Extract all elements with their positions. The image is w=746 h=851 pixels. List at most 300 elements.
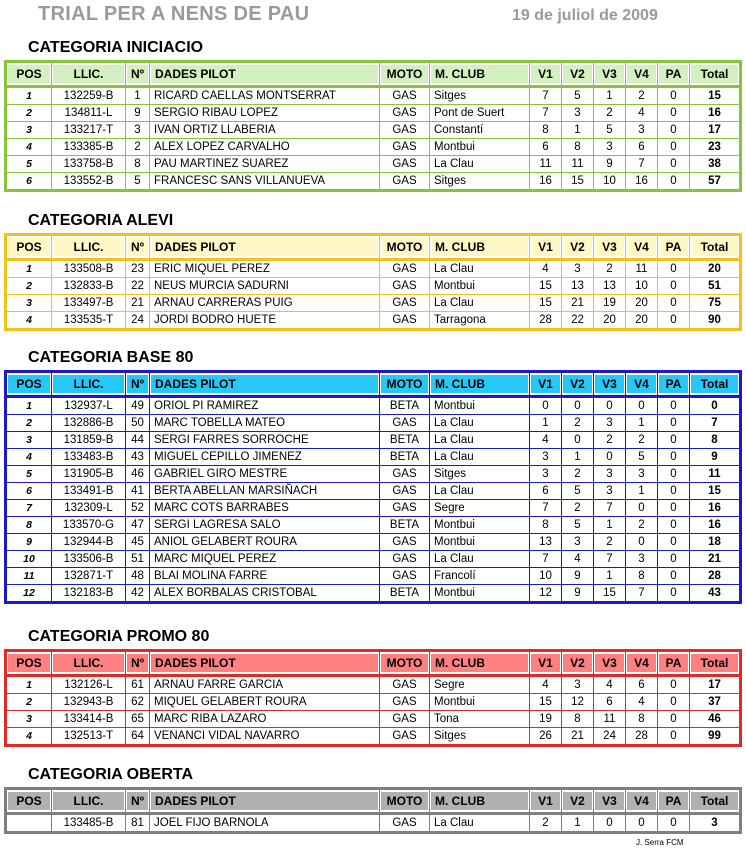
cell-total: 17 xyxy=(690,677,742,694)
cell-pos: 3 xyxy=(4,432,52,449)
cell-moto: GAS xyxy=(380,466,430,483)
cell-club: Montbui xyxy=(430,694,530,711)
cell-num: 64 xyxy=(126,728,150,747)
cell-club: Segre xyxy=(430,677,530,694)
cell-pos: 4 xyxy=(4,139,52,156)
header-llic xyxy=(52,233,126,261)
header-moto xyxy=(380,370,430,398)
cell-num: 47 xyxy=(126,517,150,534)
header-moto xyxy=(380,233,430,261)
results-table xyxy=(4,370,742,604)
cell-v4: 4 xyxy=(626,694,658,711)
cell-v4: 20 xyxy=(626,295,658,312)
cell-v2: 1 xyxy=(562,122,594,139)
cell-llic: 132886-B xyxy=(52,415,126,432)
cell-num: 41 xyxy=(126,483,150,500)
cell-pa: 0 xyxy=(658,139,690,156)
cell-pos: 5 xyxy=(4,156,52,173)
cell-club: La Clau xyxy=(430,156,530,173)
header-v4 xyxy=(626,370,658,398)
header-total xyxy=(690,649,742,677)
cell-v1: 3 xyxy=(530,449,562,466)
cell-v3: 2 xyxy=(594,432,626,449)
cell-pilot: VENANCI VIDAL NAVARRO xyxy=(150,728,380,747)
table-row xyxy=(4,449,742,466)
cell-llic: 132833-B xyxy=(52,278,126,295)
cell-num: 42 xyxy=(126,585,150,604)
header-pilot-label: DADES PILOT xyxy=(151,375,378,393)
cell-v4: 7 xyxy=(626,156,658,173)
cell-v1: 15 xyxy=(530,295,562,312)
cell-v4: 11 xyxy=(626,261,658,278)
cell-pos: 11 xyxy=(4,568,52,585)
cell-v2: 0 xyxy=(562,432,594,449)
cell-llic: 133385-B xyxy=(52,139,126,156)
table-row xyxy=(4,432,742,449)
cell-num: 44 xyxy=(126,432,150,449)
cell-pos: 4 xyxy=(4,449,52,466)
cell-v4: 0 xyxy=(626,534,658,551)
cell-pos: 5 xyxy=(4,466,52,483)
category-title: CATEGORIA ALEVI xyxy=(28,212,174,229)
cell-llic: 132937-L xyxy=(52,398,126,415)
cell-v3: 4 xyxy=(594,677,626,694)
cell-v1: 2 xyxy=(530,815,562,834)
cell-num: 61 xyxy=(126,677,150,694)
cell-v3: 6 xyxy=(594,694,626,711)
cell-v2: 8 xyxy=(562,711,594,728)
cell-pos: 3 xyxy=(4,122,52,139)
cell-v1: 28 xyxy=(530,312,562,331)
cell-v4: 2 xyxy=(626,88,658,105)
cell-moto: GAS xyxy=(380,728,430,747)
cell-v4: 2 xyxy=(626,517,658,534)
cell-llic: 132513-T xyxy=(52,728,126,747)
cell-club: Tarragona xyxy=(430,312,530,331)
cell-club: Sitges xyxy=(430,728,530,747)
cell-pilot: IVAN ORTIZ LLABERIA xyxy=(150,122,380,139)
cell-pa: 0 xyxy=(658,415,690,432)
header-num-label: Nº xyxy=(127,65,148,83)
header-club xyxy=(430,233,530,261)
cell-moto: GAS xyxy=(380,295,430,312)
cell-num: 2 xyxy=(126,139,150,156)
cell-num: 21 xyxy=(126,295,150,312)
cell-v2: 2 xyxy=(562,500,594,517)
cell-v1: 8 xyxy=(530,122,562,139)
cell-pa: 0 xyxy=(658,173,690,192)
cell-pilot: MARC COTS BARRABES xyxy=(150,500,380,517)
cell-num: 52 xyxy=(126,500,150,517)
table-row xyxy=(4,139,742,156)
cell-v1: 0 xyxy=(530,398,562,415)
cell-v2: 5 xyxy=(562,88,594,105)
cell-v2: 2 xyxy=(562,415,594,432)
cell-pos: 4 xyxy=(4,312,52,331)
header-v2-label: V2 xyxy=(563,238,592,256)
header-v3 xyxy=(594,787,626,815)
cell-llic: 133483-B xyxy=(52,449,126,466)
cell-v2: 0 xyxy=(562,398,594,415)
header-v3-label: V3 xyxy=(595,654,624,672)
cell-num: 23 xyxy=(126,261,150,278)
cell-pos: 1 xyxy=(4,88,52,105)
cell-v2: 15 xyxy=(562,173,594,192)
cell-v4: 6 xyxy=(626,677,658,694)
cell-pilot: PAU MARTINEZ SUAREZ xyxy=(150,156,380,173)
cell-llic: 132944-B xyxy=(52,534,126,551)
header-v1-label: V1 xyxy=(531,654,560,672)
cell-v2: 13 xyxy=(562,278,594,295)
header-v1 xyxy=(530,370,562,398)
cell-llic: 133497-B xyxy=(52,295,126,312)
cell-club: Montbui xyxy=(430,278,530,295)
cell-llic: 132126-L xyxy=(52,677,126,694)
page-title: TRIAL PER A NENS DE PAU xyxy=(38,3,310,25)
results-table xyxy=(4,649,742,747)
cell-v4: 0 xyxy=(626,815,658,834)
cell-num: 81 xyxy=(126,815,150,834)
cell-v3: 9 xyxy=(594,156,626,173)
cell-v3: 19 xyxy=(594,295,626,312)
header-total-label: Total xyxy=(691,654,738,672)
cell-moto: BETA xyxy=(380,517,430,534)
cell-pos: 6 xyxy=(4,483,52,500)
cell-pa: 0 xyxy=(658,551,690,568)
header-club-label: M. CLUB xyxy=(431,238,528,256)
header-pos xyxy=(4,649,52,677)
table-header-row xyxy=(4,370,742,398)
cell-club: Sitges xyxy=(430,88,530,105)
cell-club: Montbui xyxy=(430,398,530,415)
cell-v3: 3 xyxy=(594,415,626,432)
cell-pa: 0 xyxy=(658,585,690,604)
header-v3 xyxy=(594,649,626,677)
cell-moto: GAS xyxy=(380,677,430,694)
cell-pa: 0 xyxy=(658,534,690,551)
cell-v1: 10 xyxy=(530,568,562,585)
cell-v1: 4 xyxy=(530,677,562,694)
cell-pilot: JOEL FIJO BARNOLA xyxy=(150,815,380,834)
header-llic-label: LLIC. xyxy=(53,654,124,672)
header-v2 xyxy=(562,649,594,677)
cell-num: 9 xyxy=(126,105,150,122)
header-num-label: Nº xyxy=(127,375,148,393)
cell-total: 28 xyxy=(690,568,742,585)
cell-pa: 0 xyxy=(658,815,690,834)
cell-num: 8 xyxy=(126,156,150,173)
cell-total: 99 xyxy=(690,728,742,747)
cell-total: 43 xyxy=(690,585,742,604)
cell-v1: 6 xyxy=(530,483,562,500)
cell-num: 46 xyxy=(126,466,150,483)
cell-pilot: RICARD CAELLAS MONTSERRAT xyxy=(150,88,380,105)
cell-v3: 5 xyxy=(594,122,626,139)
cell-v3: 2 xyxy=(594,534,626,551)
cell-num: 62 xyxy=(126,694,150,711)
header-moto xyxy=(380,649,430,677)
category-title: CATEGORIA INICIACIO xyxy=(28,39,204,56)
cell-pos: 7 xyxy=(4,500,52,517)
section-iniciacio xyxy=(4,38,742,192)
cell-pos: 1 xyxy=(4,398,52,415)
table-row xyxy=(4,295,742,312)
cell-pilot: BERTA ABELLAN MARSIÑACH xyxy=(150,483,380,500)
cell-v3: 1 xyxy=(594,568,626,585)
cell-pos: 6 xyxy=(4,173,52,192)
cell-club: La Clau xyxy=(430,261,530,278)
cell-total: 3 xyxy=(690,815,742,834)
cell-v1: 3 xyxy=(530,466,562,483)
cell-v3: 7 xyxy=(594,551,626,568)
header-llic xyxy=(52,370,126,398)
header-total xyxy=(690,233,742,261)
header-v4 xyxy=(626,60,658,88)
category-title: CATEGORIA PROMO 80 xyxy=(28,628,210,645)
header-moto-label: MOTO xyxy=(381,654,428,672)
cell-v1: 1 xyxy=(530,415,562,432)
header-pos xyxy=(4,233,52,261)
header-v2 xyxy=(562,370,594,398)
cell-pos: 10 xyxy=(4,551,52,568)
cell-pilot: JORDI BODRO HUETE xyxy=(150,312,380,331)
cell-pos: 1 xyxy=(4,261,52,278)
cell-v2: 3 xyxy=(562,261,594,278)
header-llic-label: LLIC. xyxy=(53,375,124,393)
table-header-row xyxy=(4,649,742,677)
header-pos xyxy=(4,370,52,398)
cell-moto: GAS xyxy=(380,815,430,834)
header-total xyxy=(690,370,742,398)
cell-llic: 133485-B xyxy=(52,815,126,834)
cell-v2: 3 xyxy=(562,677,594,694)
table-row xyxy=(4,312,742,331)
cell-pa: 0 xyxy=(658,694,690,711)
header-v1 xyxy=(530,649,562,677)
section-alevi xyxy=(4,211,742,331)
cell-pa: 0 xyxy=(658,88,690,105)
cell-club: Montbui xyxy=(430,139,530,156)
cell-moto: BETA xyxy=(380,398,430,415)
cell-pos: 2 xyxy=(4,694,52,711)
header-v2 xyxy=(562,787,594,815)
cell-pilot: SERGI FARRES SORROCHE xyxy=(150,432,380,449)
cell-pilot: SERGI LAGRESA SALO xyxy=(150,517,380,534)
header-club-label: M. CLUB xyxy=(431,654,528,672)
cell-total: 37 xyxy=(690,694,742,711)
cell-pilot: MARC RIBA LAZARO xyxy=(150,711,380,728)
cell-club: Montbui xyxy=(430,517,530,534)
cell-v4: 5 xyxy=(626,449,658,466)
cell-v4: 1 xyxy=(626,483,658,500)
header-v4 xyxy=(626,233,658,261)
header-v4 xyxy=(626,649,658,677)
cell-v4: 7 xyxy=(626,585,658,604)
header-club xyxy=(430,370,530,398)
cell-total: 8 xyxy=(690,432,742,449)
header-pa xyxy=(658,787,690,815)
header-v4-label: V4 xyxy=(627,375,656,393)
cell-llic: 133552-B xyxy=(52,173,126,192)
cell-v2: 4 xyxy=(562,551,594,568)
header-v1-label: V1 xyxy=(531,375,560,393)
cell-moto: GAS xyxy=(380,534,430,551)
header-num xyxy=(126,233,150,261)
header-moto xyxy=(380,787,430,815)
table-row xyxy=(4,815,742,834)
cell-v4: 3 xyxy=(626,551,658,568)
header-llic xyxy=(52,787,126,815)
cell-num: 5 xyxy=(126,173,150,192)
cell-pa: 0 xyxy=(658,156,690,173)
cell-llic: 133508-B xyxy=(52,261,126,278)
cell-v4: 16 xyxy=(626,173,658,192)
cell-v2: 21 xyxy=(562,728,594,747)
category-title: CATEGORIA OBERTA xyxy=(28,766,194,783)
cell-num: 51 xyxy=(126,551,150,568)
cell-v2: 5 xyxy=(562,517,594,534)
table-row xyxy=(4,415,742,432)
header-pos-label: POS xyxy=(8,238,50,256)
table-row xyxy=(4,500,742,517)
cell-club: La Clau xyxy=(430,449,530,466)
table-row xyxy=(4,105,742,122)
header-pilot xyxy=(150,60,380,88)
cell-moto: GAS xyxy=(380,711,430,728)
header-pa-label: PA xyxy=(659,654,688,672)
cell-num: 24 xyxy=(126,312,150,331)
cell-moto: GAS xyxy=(380,551,430,568)
cell-v2: 9 xyxy=(562,568,594,585)
cell-v2: 1 xyxy=(562,449,594,466)
cell-pa: 0 xyxy=(658,728,690,747)
cell-moto: GAS xyxy=(380,88,430,105)
cell-v2: 3 xyxy=(562,105,594,122)
cell-num: 48 xyxy=(126,568,150,585)
cell-pos: 3 xyxy=(4,295,52,312)
cell-v1: 11 xyxy=(530,156,562,173)
cell-pilot: NEUS MURCIA SADURNI xyxy=(150,278,380,295)
cell-v1: 8 xyxy=(530,517,562,534)
header-v1-label: V1 xyxy=(531,238,560,256)
cell-v1: 13 xyxy=(530,534,562,551)
cell-pilot: ARNAU FARRE GARCIA xyxy=(150,677,380,694)
cell-club: Constantí xyxy=(430,122,530,139)
table-row xyxy=(4,534,742,551)
cell-v1: 15 xyxy=(530,278,562,295)
cell-club: Pont de Suert xyxy=(430,105,530,122)
category-title: CATEGORIA BASE 80 xyxy=(28,349,194,366)
header-pilot xyxy=(150,787,380,815)
cell-pilot: ALEX LOPEZ CARVALHO xyxy=(150,139,380,156)
cell-pos: 4 xyxy=(4,728,52,747)
header-num-label: Nº xyxy=(127,792,148,810)
cell-v3: 1 xyxy=(594,88,626,105)
footer-credit: J. Serra FCM xyxy=(636,838,684,847)
cell-pa: 0 xyxy=(658,432,690,449)
cell-v1: 15 xyxy=(530,694,562,711)
cell-moto: GAS xyxy=(380,122,430,139)
table-row xyxy=(4,398,742,415)
cell-pilot: SERGIO RIBAU LOPEZ xyxy=(150,105,380,122)
cell-pilot: MARC MIQUEL PEREZ xyxy=(150,551,380,568)
results-table xyxy=(4,60,742,192)
cell-num: 1 xyxy=(126,88,150,105)
header-pos xyxy=(4,787,52,815)
header-total-label: Total xyxy=(691,375,738,393)
cell-pilot: ORIOL PI RAMIREZ xyxy=(150,398,380,415)
cell-v3: 24 xyxy=(594,728,626,747)
header-moto-label: MOTO xyxy=(381,238,428,256)
cell-club: Montbui xyxy=(430,534,530,551)
table-header-row xyxy=(4,787,742,815)
cell-v3: 2 xyxy=(594,261,626,278)
table-row xyxy=(4,483,742,500)
cell-llic: 133217-T xyxy=(52,122,126,139)
header-pa-label: PA xyxy=(659,65,688,83)
cell-club: La Clau xyxy=(430,432,530,449)
cell-club: Montbui xyxy=(430,585,530,604)
header-moto-label: MOTO xyxy=(381,375,428,393)
cell-total: 0 xyxy=(690,398,742,415)
header-total xyxy=(690,787,742,815)
cell-total: 17 xyxy=(690,122,742,139)
table-row xyxy=(4,156,742,173)
cell-total: 16 xyxy=(690,517,742,534)
cell-v4: 3 xyxy=(626,466,658,483)
header-pilot-label: DADES PILOT xyxy=(151,238,378,256)
cell-v4: 4 xyxy=(626,105,658,122)
header-v2-label: V2 xyxy=(563,654,592,672)
cell-pilot: ALEX BORBALAS CRISTOBAL xyxy=(150,585,380,604)
cell-club: Tona xyxy=(430,711,530,728)
cell-llic: 132943-B xyxy=(52,694,126,711)
header-v3-label: V3 xyxy=(595,375,624,393)
header-club xyxy=(430,649,530,677)
cell-v4: 0 xyxy=(626,398,658,415)
cell-v1: 7 xyxy=(530,105,562,122)
cell-v4: 6 xyxy=(626,139,658,156)
cell-llic: 133535-T xyxy=(52,312,126,331)
cell-v2: 1 xyxy=(562,815,594,834)
cell-total: 9 xyxy=(690,449,742,466)
cell-v1: 12 xyxy=(530,585,562,604)
header-v2 xyxy=(562,233,594,261)
cell-v3: 7 xyxy=(594,500,626,517)
header-llic xyxy=(52,60,126,88)
section-promo80 xyxy=(4,627,742,747)
header-v1 xyxy=(530,233,562,261)
cell-v4: 28 xyxy=(626,728,658,747)
cell-total: 75 xyxy=(690,295,742,312)
cell-pos: 2 xyxy=(4,105,52,122)
table-row xyxy=(4,278,742,295)
cell-v1: 7 xyxy=(530,551,562,568)
header-v1 xyxy=(530,60,562,88)
header-v4-label: V4 xyxy=(627,238,656,256)
cell-llic: 133506-B xyxy=(52,551,126,568)
header-v4-label: V4 xyxy=(627,65,656,83)
header-moto-label: MOTO xyxy=(381,792,428,810)
cell-llic: 132871-T xyxy=(52,568,126,585)
table-row xyxy=(4,173,742,192)
cell-v4: 8 xyxy=(626,568,658,585)
header-num xyxy=(126,649,150,677)
event-date: 19 de juliol de 2009 xyxy=(512,7,658,24)
cell-pilot: ARNAU CARRERAS PUIG xyxy=(150,295,380,312)
cell-pilot: ANIOL GELABERT ROURA xyxy=(150,534,380,551)
cell-total: 15 xyxy=(690,88,742,105)
